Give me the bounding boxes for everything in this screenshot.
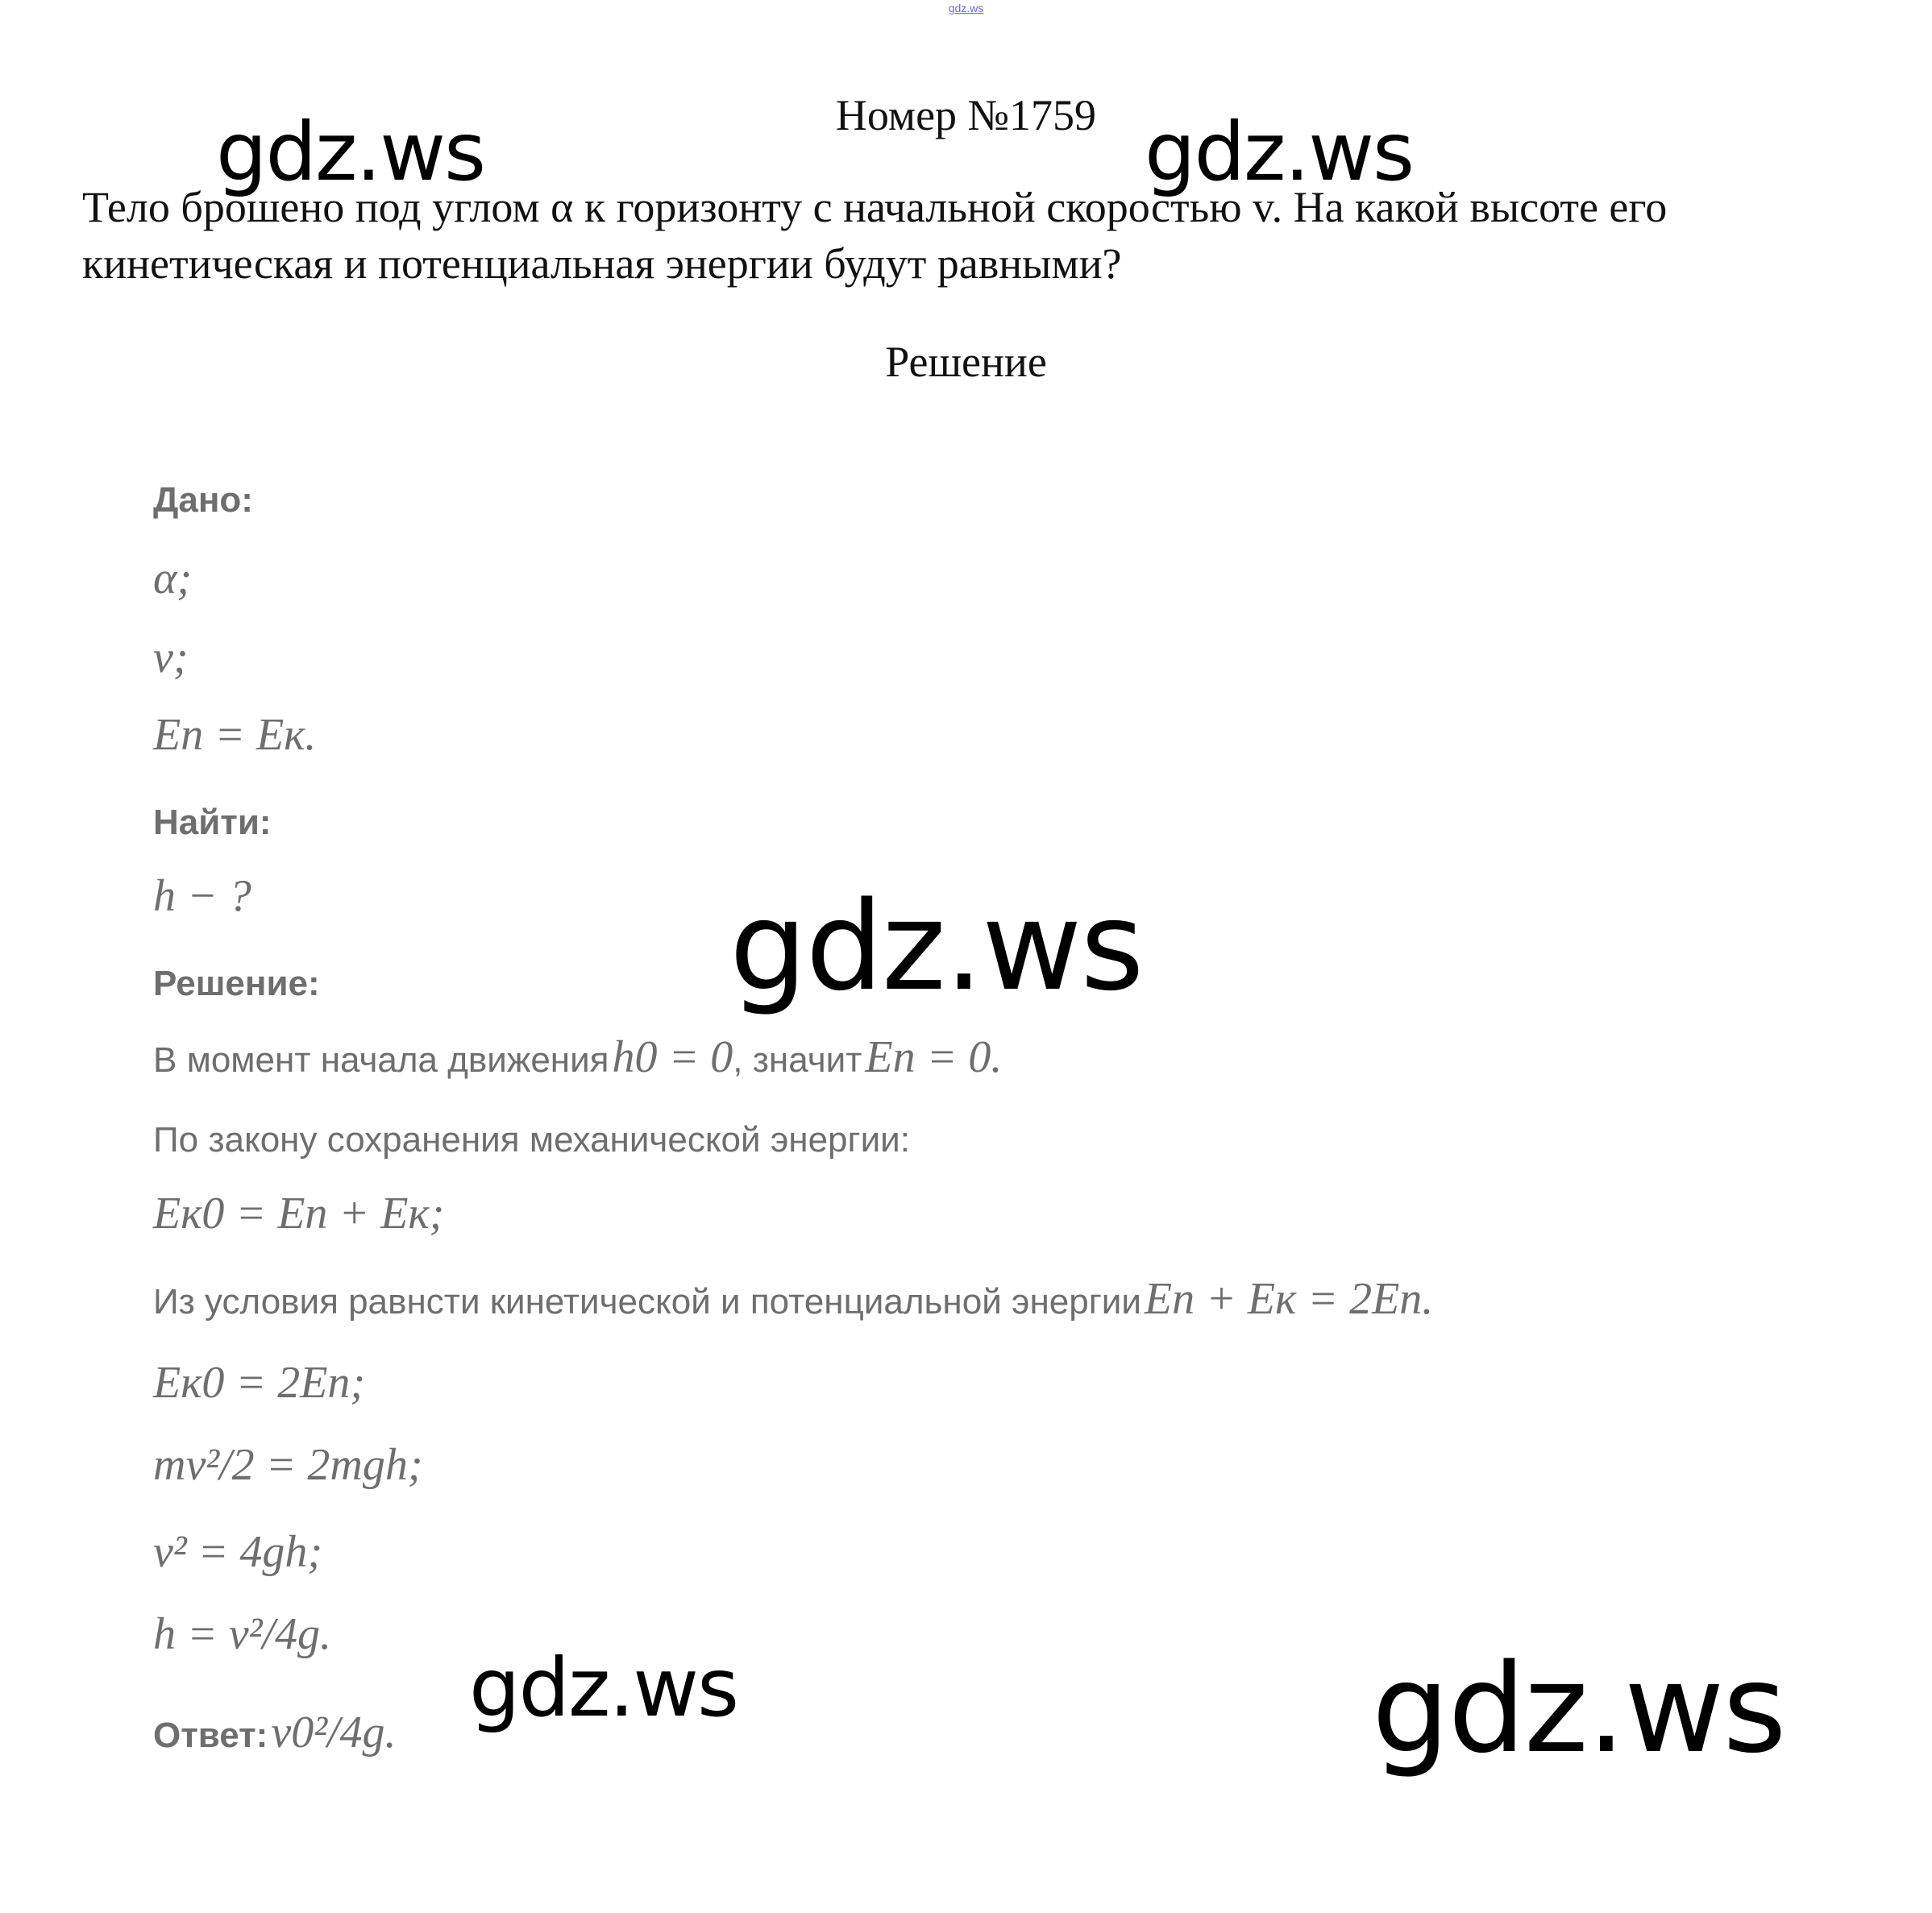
answer-label: Ответ: <box>153 1716 268 1755</box>
solution-label: Решение: <box>153 964 320 1003</box>
given-velocity: v; <box>153 633 189 683</box>
top-link[interactable]: gdz.ws <box>948 2 984 15</box>
initial-condition-text: В момент начала движения <box>153 1040 609 1080</box>
initial-condition-connector: , значит <box>733 1040 862 1080</box>
equation-energy-expansion: mv²/2 = 2mgh; <box>153 1440 423 1490</box>
equation-velocity-squared: v² = 4gh; <box>153 1527 323 1577</box>
solution-heading: Решение <box>885 338 1047 386</box>
equality-condition-formula: Eп + Eк = 2Eп. <box>1144 1274 1434 1324</box>
answer-line <box>153 1707 397 1758</box>
initial-condition-line <box>153 1031 1002 1083</box>
given-alpha: α; <box>153 554 193 604</box>
problem-text: Тело брошено под углом α к горизонту с начальной скоростью v. На какой высоте его кинетическая и потенциальная энергии будут равными? <box>82 183 1668 288</box>
find-height: h − ? <box>153 871 251 921</box>
given-energy-equality: Eп = Eк. <box>153 710 317 760</box>
energy-conservation-equation: Eк0 = Eп + Eк; <box>153 1189 445 1239</box>
watermark: gdz.ws <box>1372 1637 1785 1780</box>
watermark: gdz.ws <box>729 875 1143 1018</box>
find-label: Найти: <box>153 803 272 842</box>
equation-height-result: h = v²/4g. <box>153 1609 331 1659</box>
equation-kinetic-initial: Eк0 = 2Eп; <box>153 1358 366 1408</box>
given-label: Дано: <box>153 480 253 520</box>
watermark: gdz.ws <box>469 1641 738 1735</box>
equality-condition-text: Из условия равнсти кинетической и потенциальной энергии <box>153 1282 1141 1322</box>
initial-height-formula: h0 = 0 <box>612 1032 733 1082</box>
watermark: gdz.ws <box>216 105 485 199</box>
conservation-law-text: По закону сохранения механической энергии: <box>153 1120 910 1160</box>
equality-condition-line <box>153 1273 1433 1325</box>
initial-potential-formula: Eп = 0. <box>865 1032 1003 1082</box>
answer-formula: v0²/4g. <box>271 1708 397 1757</box>
problem-number: Номер №1759 <box>835 91 1097 139</box>
watermark: gdz.ws <box>1145 105 1414 199</box>
